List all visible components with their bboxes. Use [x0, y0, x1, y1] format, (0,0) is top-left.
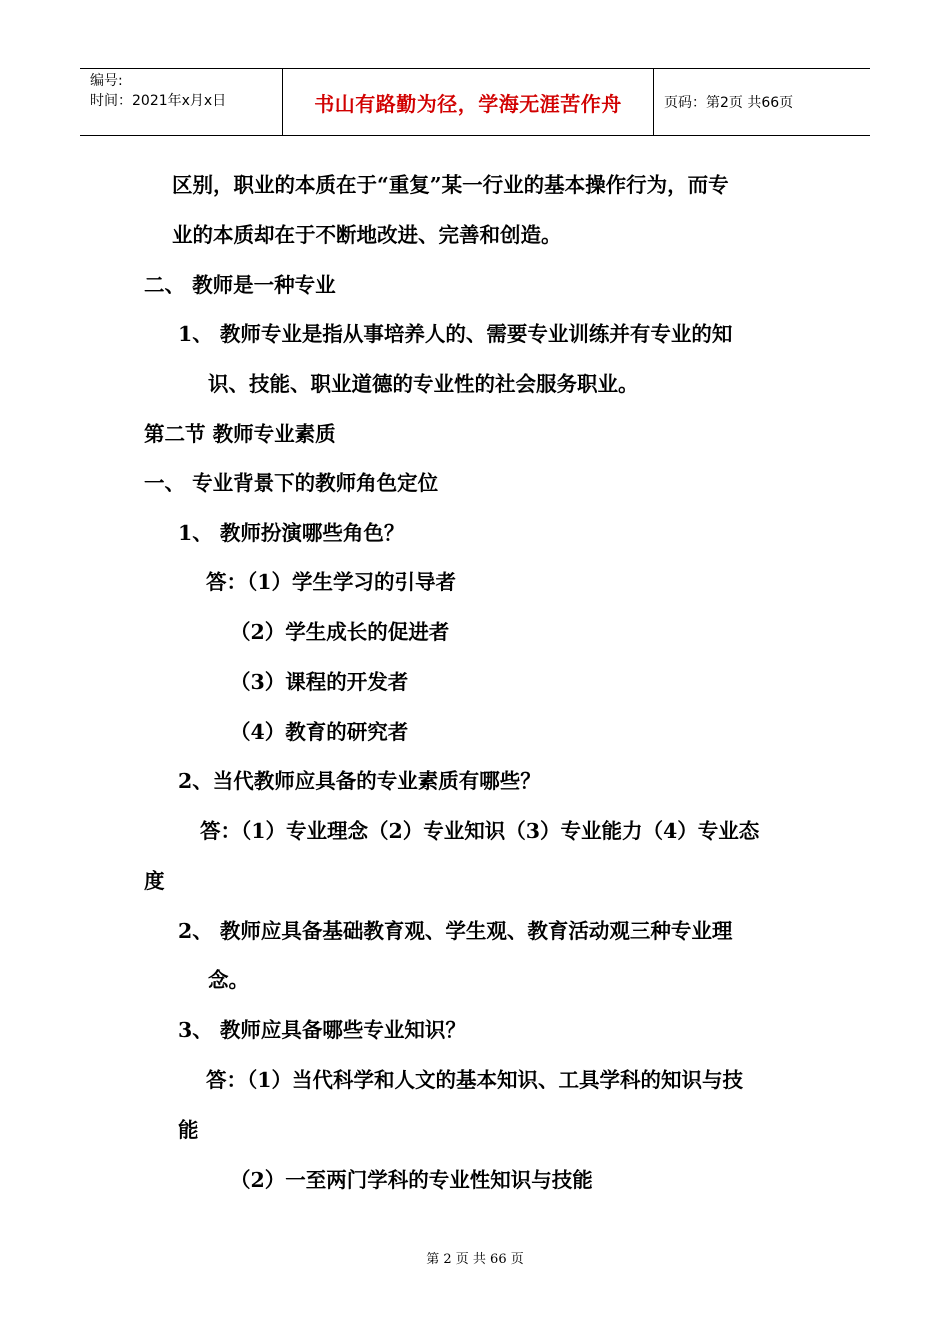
body-line: 2、 教师应具备基础教育观、学生观、教育活动观三种专业理	[178, 919, 733, 943]
question-line: 1、 教师扮演哪些角色？	[178, 521, 405, 545]
answer-line: 答：（1）学生学习的引导者	[206, 570, 457, 594]
section-heading: 二、 教师是一种专业	[144, 273, 336, 297]
body-line: 念。	[208, 968, 249, 992]
page-footer: 第 2 页 共 66 页	[426, 1252, 524, 1267]
header-page-label: 页码：第2页 共66页	[664, 95, 794, 111]
section-heading: 第二节 教师专业素质	[144, 422, 336, 446]
header-number-label: 编号:	[90, 73, 123, 89]
answer-line: （2）一至两门学科的专业性知识与技能	[230, 1168, 593, 1192]
section-heading: 一、 专业背景下的教师角色定位	[144, 471, 439, 495]
answer-line: 答：（1）当代科学和人文的基本知识、工具学科的知识与技	[206, 1068, 744, 1092]
header-time-label: 时间：2021年x月x日	[90, 93, 227, 109]
header-meta	[80, 69, 282, 135]
answer-line: 能	[178, 1118, 199, 1142]
body-line: 1、 教师专业是指从事培养人的、需要专业训练并有专业的知	[178, 322, 733, 346]
header-motto: 书山有路勤为径，学海无涯苦作舟	[282, 69, 654, 135]
answer-line: 度	[144, 869, 165, 893]
answer-line: （3）课程的开发者	[230, 670, 409, 694]
body-line: 业的本质却在于不断地改进、完善和创造。	[172, 223, 562, 247]
document-header	[80, 68, 870, 136]
body-line: 区别，职业的本质在于“重复”某一行业的基本操作行为，而专	[172, 173, 729, 197]
answer-line: （4）教育的研究者	[230, 720, 409, 744]
answer-line: （2）学生成长的促进者	[230, 620, 450, 644]
answer-line: 答：（1）专业理念（2）专业知识（3）专业能力（4）专业态	[200, 819, 760, 843]
question-line: 2、当代教师应具备的专业素质有哪些？	[178, 769, 541, 793]
question-line: 3、 教师应具备哪些专业知识？	[178, 1018, 466, 1042]
body-line: 识、技能、职业道德的专业性的社会服务职业。	[208, 372, 639, 396]
